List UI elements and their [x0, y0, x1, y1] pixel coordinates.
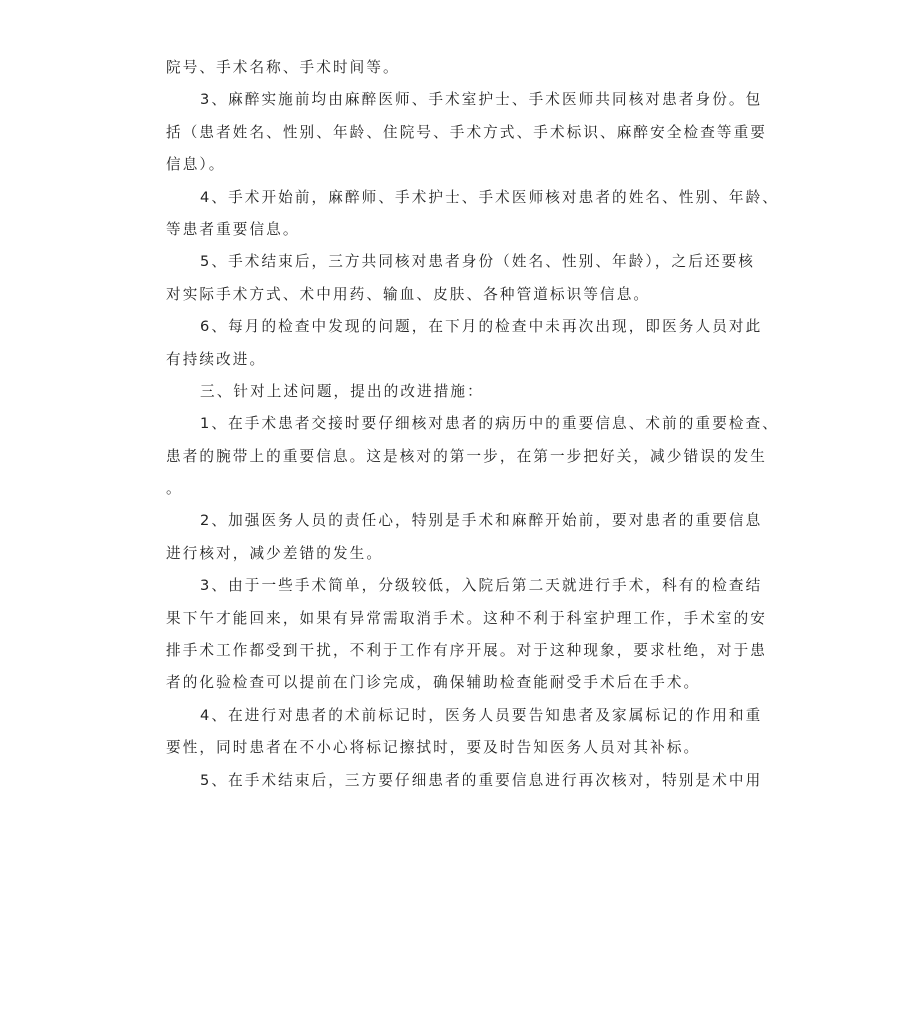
text-line: 排手术工作都受到干扰，不利于工作有序开展。对于这种现象，要求杜绝，对于患 — [166, 642, 767, 660]
text-line: 2、加强医务人员的责任心，特别是手术和麻醉开始前，要对患者的重要信息 — [200, 512, 763, 530]
text-line: 4、在进行对患者的术前标记时，医务人员要告知患者及家属标记的作用和重 — [200, 706, 763, 724]
text-line: 5、在手术结束后，三方要仔细患者的重要信息进行再次核对，特别是术中用 — [200, 771, 763, 789]
document-page — [166, 52, 779, 797]
text-line: 院号、手术名称、手术时间等。 — [166, 59, 400, 76]
section-heading: 三、针对上述问题，提出的改进措施： — [200, 382, 484, 400]
text-line: 对实际手术方式、术中用药、输血、皮肤、各种管道标识等信息。 — [166, 285, 651, 303]
text-line: 信息）。 — [166, 156, 226, 174]
text-line: 有持续改进。 — [166, 350, 267, 368]
text-line: 4、手术开始前，麻醉师、手术护士、手术医师核对患者的姓名、性别、年龄、 — [200, 188, 779, 206]
text-line: 等患者重要信息。 — [166, 220, 300, 238]
text-line: 要性，同时患者在不小心将标记擦拭时，要及时告知医务人员对其补标。 — [166, 739, 701, 757]
text-line: 1、在手术患者交接时要仔细核对患者的病历中的重要信息、术前的重要检查、 — [200, 415, 779, 433]
text-line: 3、由于一些手术简单，分级较低，入院后第二天就进行手术，科有的检查结 — [200, 577, 763, 595]
text-line: 患者的腕带上的重要信息。这是核对的第一步，在第一步把好关，减少错误的发生 — [166, 447, 767, 465]
text-line: 5、手术结束后，三方共同核对患者身份（姓名、性别、年龄），之后还要核 — [200, 253, 755, 271]
text-line: 果下午才能回来，如果有异常需取消手术。这种不利于科室护理工作，手术室的安 — [166, 609, 767, 627]
text-line: 者的化验检查可以提前在门诊完成，确保辅助检查能耐受手术后在手术。 — [166, 674, 701, 692]
text-line: 括（患者姓名、性别、年龄、住院号、手术方式、手术标识、麻醉安全检查等重要 — [166, 123, 767, 141]
text-line: 进行核对，减少差错的发生。 — [166, 544, 384, 562]
text-line: 3、麻醉实施前均由麻醉医师、手术室护士、手术医师共同核对患者身份。包 — [200, 91, 763, 109]
text-line: 6、每月的检查中发现的问题，在下月的检查中未再次出现，即医务人员对此 — [200, 318, 763, 336]
text-line: 。 — [166, 480, 183, 498]
